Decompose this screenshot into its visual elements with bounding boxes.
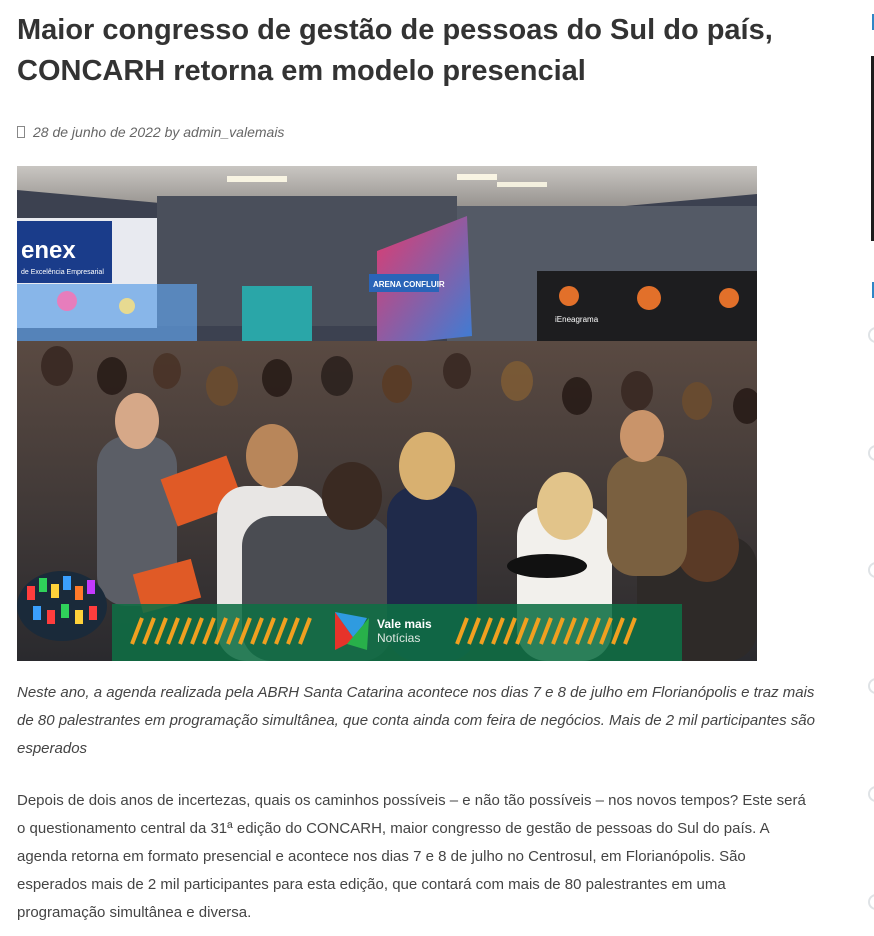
logo-text-line1: Vale mais	[377, 617, 432, 631]
vale-mais-logo-icon	[335, 612, 369, 650]
sidebar-list-bullet	[868, 894, 874, 910]
arena-confluir-text: ARENA CONFLUIR	[373, 280, 445, 289]
enex-sign-text: enex	[21, 237, 76, 264]
sidebar-list-bullet	[868, 678, 874, 694]
article-lead: Neste ano, a agenda realizada pela ABRH Santa Catarina acontece nos dias 7 e 8 de julho em Florianópolis e traz mais de 80 palestrantes em programação simultânea, que conta ainda com feira de negócios. Mais de 2 mil participantes são esperados	[17, 684, 815, 757]
article-author[interactable]: admin_valemais	[183, 124, 285, 140]
clock-icon	[17, 126, 25, 138]
eneagrama-sign-text: iEneagrama	[555, 315, 599, 324]
article-date[interactable]: 28 de junho de 2022	[33, 124, 161, 140]
article-photo	[17, 166, 757, 661]
enex-sign-subtext: de Excelência Empresarial	[21, 269, 104, 276]
article-title: Maior congresso de gestão de pessoas do Sul do país, CONCARH retorna em modelo presencial	[17, 14, 773, 87]
logo-text-line2: Notícias	[377, 631, 421, 645]
sidebar-list-bullet	[868, 327, 874, 343]
sidebar-edge	[866, 0, 874, 936]
sidebar-list-bullet	[868, 786, 874, 802]
article-meta	[17, 124, 284, 140]
sidebar-list-bullet	[868, 445, 874, 461]
sidebar-list-bullet	[868, 562, 874, 578]
article-paragraph: Depois de dois anos de incertezas, quais os caminhos possíveis – e não tão possíveis – nos novos tempos? Este será o questionamento central da 31ª edição do CONCARH, maior congresso de gestão de pessoas do Sul do país. A agenda retorna em formato presencial e acontece nos dias 7 e 8 de julho no Centrosul, em Florianópolis. São esperados mais de 2 mil participantes para esta edição, que contará com mais de 80 palestrantes em uma programação simultânea e diversa.	[17, 792, 806, 921]
article-by: by	[164, 124, 180, 140]
event-crowd-photo	[17, 166, 757, 661]
